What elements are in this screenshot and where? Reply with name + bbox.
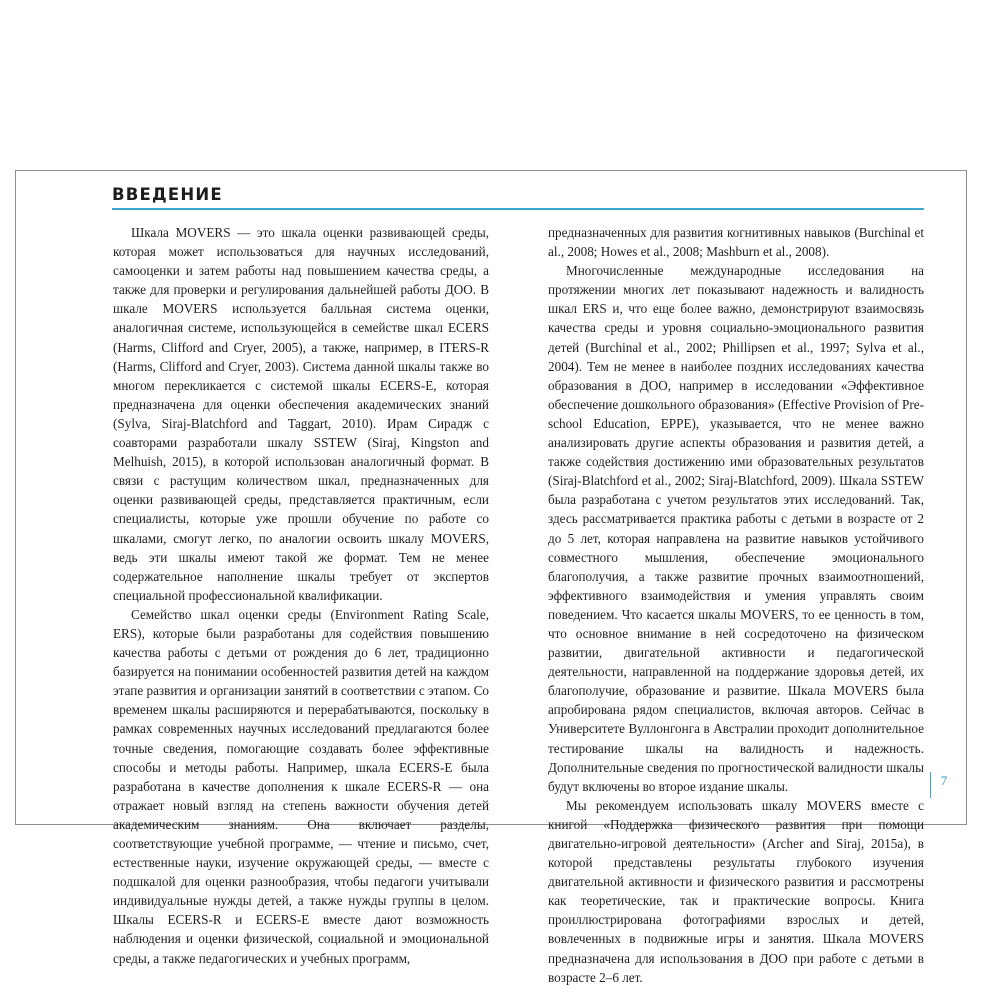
left-column <box>113 223 489 968</box>
right-paragraph-2: Многочисленные международные исследования на протяжении многих лет показывают надежность и валидность шкал ERS и, что еще более важно, демонстрируют взаимосвязь качества среды и уровня социально-эмоционального развития детей (Burchinal et al., 2002; Phillipsen et al., 1997; Sylva et al., 2004). Тем не менее в наиболее поздних исследованиях качества образования в ДОО, например в исследовании «Эффективное обеспечение дошкольного образования» (Effective Provision of Pre-school Education, EPPE), указывается, что не менее важно анализировать другие аспекты образования и развития детей, а также содействия достижению ими образовательных результатов (Siraj-Blatchford et al., 2002; Siraj-Blatchford, 2009). Шкала SSTEW была разработана с учетом результатов этих исследований. Так, здесь рассматривается практика работы с детьми в возрасте от 2 до 5 лет, которая направлена на развитие навыков устойчивого совместного мышления, обеспечение эмоционального благополучия, а также развитие прочных взаимоотношений, эффективного взаимодействия и умения управлять своим поведением. Что касается шкалы MOVERS, то ее ценность в том, что основное внимание в ней сосредоточено на физическом развитии, двигательной активности и педагогической деятельности, направленной на поддержание здоровья детей, их благополучие, образование и развитие. Шкала MOVERS была апробирована рядом специалистов, включая авторов. Сейчас в Университете Вуллонгонга в Австралии проходит дополнительное тестирование шкалы на валидность и надежность. Дополнительные сведения по прогностической валидности шкалы будут включены во второе издание шкалы. <box>548 263 924 794</box>
page-number: 7 <box>940 773 948 788</box>
right-paragraph-3: Мы рекомендуем использовать шкалу MOVERS вместе с книгой «Поддержка физического развития при помощи двигательно-игровой деятельности» (Archer and Siraj, 2015a), в которой представлены результаты глубокого изучения двигательной активности и физического развития и рассмотрены как теоретические, так и практические вопросы. Книга проиллюстрирована фотографиями взрослых и детей, вовлеченных в подвижные игры и занятия. Шкала MOVERS предназначена для использования в ДОО при работе с детьми в возрасте 2–6 лет. <box>548 797 924 985</box>
section-header <box>112 186 924 212</box>
page-number-divider <box>930 772 931 798</box>
left-paragraph-1: Шкала MOVERS — это шкала оценки развивающей среды, которая может использоваться для научных исследований, самооценки и затем работы над повышением качества среды, а также для проверки и регулирования дальнейшей работы ДОО. В шкале MOVERS используется балльная система оценки, аналогичная системе, использующейся в семействе шкал ECERS (Harms, Clifford and Cryer, 2005), а также, например, в ITERS-R (Harms, Clifford and Cryer, 2003). Система данной шкалы также во многом перекликается с системой шкалы ECERS-E, которая предназначена для оценки обеспечения академических знаний (Sylva, Siraj-Blatchford and Taggart, 2010). Ирам Сирадж с соавторами разработали шкалу SSTEW (Siraj, Kingston and Melhuish, 2015), в которой использован аналогичный формат. В связи с растущим количеством шкал, предназначенных для оценки развивающей среды, представляется практичным, если специалисты, которые уже прошли обучение по работе со шкалами, смогут легко, по аналогии освоить шкалу MOVERS, ведь эти шкалы имеют такой же формат. Тем не менее содержательное наполнение шкалы требует от экспертов специальной профессиональной квалификации. <box>113 225 489 603</box>
right-column <box>548 223 924 987</box>
left-paragraph-2: Семейство шкал оценки среды (Environment Rating Scale, ERS), которые были разработаны для содействия повышению качества работы с детьми от рождения до 6 лет, традиционно базируется на понимании особенностей развития детей на каждом этапе развития и организации занятий в соответствии с этапом. Со временем шкалы расширяются и перерабатываются, поскольку в рамках современных научных исследований предлагаются более точные сведения, помогающие создавать более эффективные способы и методы работы. Например, шкала ECERS-E была разработана в качестве дополнения к шкале ECERS-R — она отражает новый взгляд на степень важности обучения детей академическим знаниям. Она включает разделы, соответствующие учебной программе, — чтение и письмо, счет, естественные науки, изучение окружающей среды, — вместе с подшкалой для оценки разнообразия, чтобы педагоги учитывали индивидуальные нужды детей, а также нужды группы в целом. Шкалы ECERS-R и ECERS-E вместе дают возможность наблюдения и оценки физической, социальной и эмоциональной среды, а также педагогических и учебных программ, <box>113 606 489 966</box>
section-title: ВВЕДЕНИЕ <box>112 185 223 204</box>
title-underline <box>112 208 924 210</box>
right-paragraph-1: предназначенных для развития когнитивных навыков (Burchinal et al., 2008; Howes et al., 2008; Mashburn et al., 2008). <box>548 225 924 260</box>
